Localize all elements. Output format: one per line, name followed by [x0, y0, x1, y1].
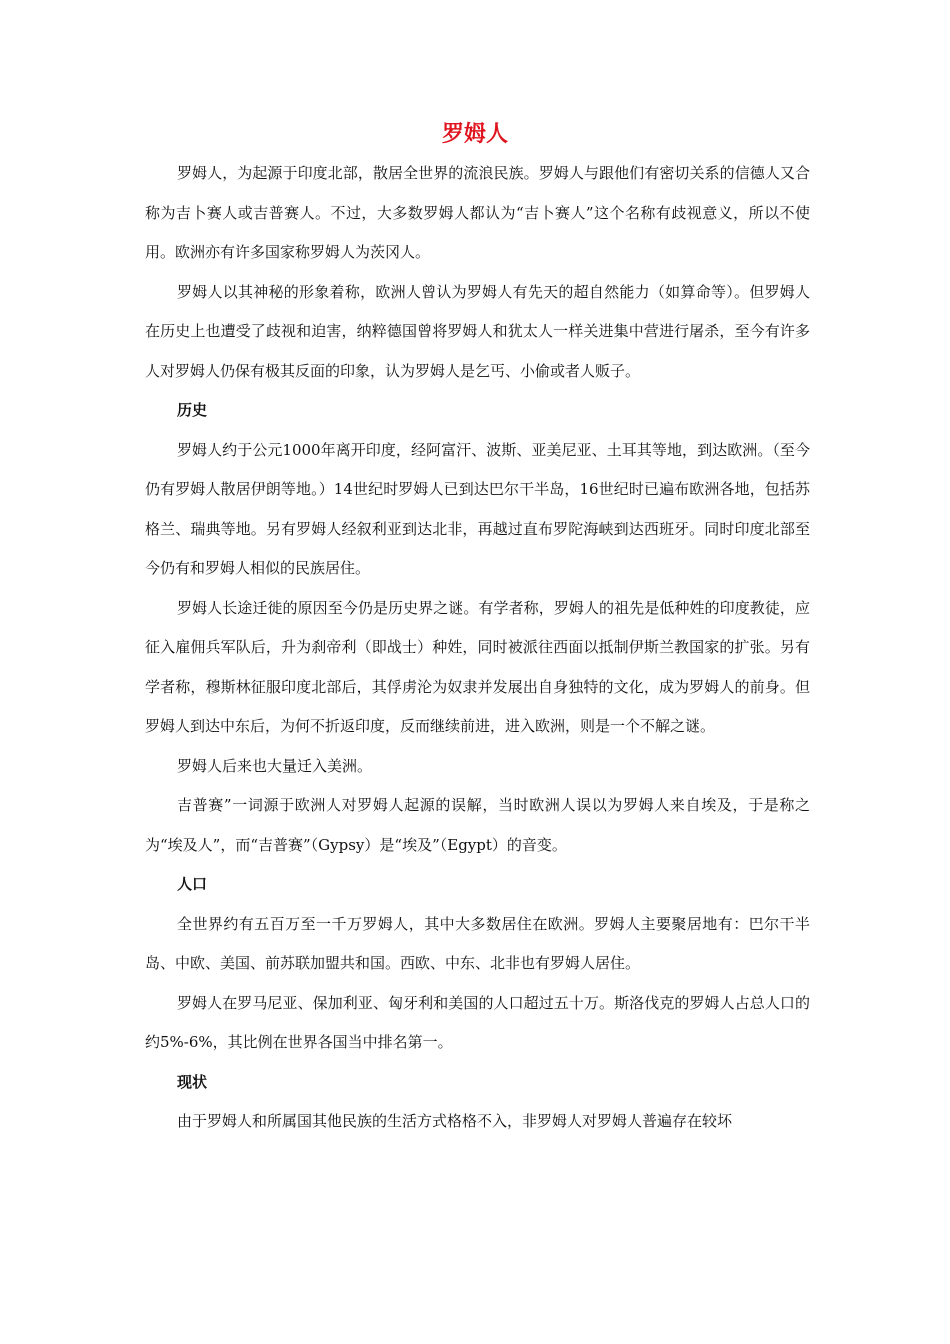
page-title: 罗姆人: [441, 122, 508, 147]
history-paragraph-4: 吉普赛”一词源于欧洲人对罗姆人起源的误解，当时欧洲人误以为罗姆人来自埃及，于是称之为“埃及人”，而“吉普赛”（Gypsy）是“埃及”（Egypt）的音变。: [145, 796, 810, 854]
intro-paragraph-1: 罗姆人，为起源于印度北部，散居全世界的流浪民族。罗姆人与跟他们有密切关系的信德人又合称为吉卜赛人或吉普赛人。不过，大多数罗姆人都认为“吉卜赛人”这个名称有歧视意义，所以不使用。欧洲亦有许多国家称罗姆人为茨冈人。: [145, 164, 810, 261]
status-paragraph-1: 由于罗姆人和所属国其他民族的生活方式格格不入，非罗姆人对罗姆人普遍存在较坏: [177, 1112, 733, 1130]
population-paragraph-1: 全世界约有五百万至一千万罗姆人，其中大多数居住在欧洲。罗姆人主要聚居地有：巴尔干半岛、中欧、美国、前苏联加盟共和国。西欧、中东、北非也有罗姆人居住。: [145, 914, 810, 972]
history-paragraph-2: 罗姆人长途迁徙的原因至今仍是历史界之谜。有学者称，罗姆人的祖先是低种姓的印度教徒，应征入雇佣兵军队后，升为刹帝利（即战士）种姓，同时被派往西面以抵制伊斯兰教国家的扩张。另有学者称，穆斯林征服印度北部后，其俘虏沦为奴隶并发展出自身独特的文化，成为罗姆人的前身。但罗姆人到达中东后，为何不折返印度，反而继续前进，进入欧洲，则是一个不解之谜。: [145, 598, 810, 735]
section-heading-status: 现状: [177, 1072, 208, 1091]
history-paragraph-1: 罗姆人约于公元1000年离开印度，经阿富汗、波斯、亚美尼亚、土耳其等地，到达欧洲。（至今仍有罗姆人散居伊朗等地。）14世纪时罗姆人已到达巴尔干半岛，16世纪时已遍布欧洲各地，包括苏格兰、瑞典等地。另有罗姆人经叙利亚到达北非，再越过直布罗陀海峡到达西班牙。同时印度北部至今仍有和罗姆人相似的民族居住。: [145, 440, 810, 577]
population-paragraph-2: 罗姆人在罗马尼亚、保加利亚、匈牙利和美国的人口超过五十万。斯洛伐克的罗姆人占总人口的约5%-6%，其比例在世界各国当中排名第一。: [145, 993, 810, 1051]
document-body: [145, 154, 810, 1142]
history-paragraph-3: 罗姆人后来也大量迁入美洲。: [177, 756, 373, 775]
section-heading-population: 人口: [177, 875, 208, 893]
section-heading-history: 历史: [177, 401, 208, 419]
intro-paragraph-2: 罗姆人以其神秘的形象着称，欧洲人曾认为罗姆人有先天的超自然能力（如算命等）。但罗姆人在历史上也遭受了歧视和迫害，纳粹德国曾将罗姆人和犹太人一样关进集中营进行屠杀，至今有许多人对罗姆人仍保有极其反面的印象，认为罗姆人是乞丐、小偷或者人贩子。: [145, 282, 810, 380]
